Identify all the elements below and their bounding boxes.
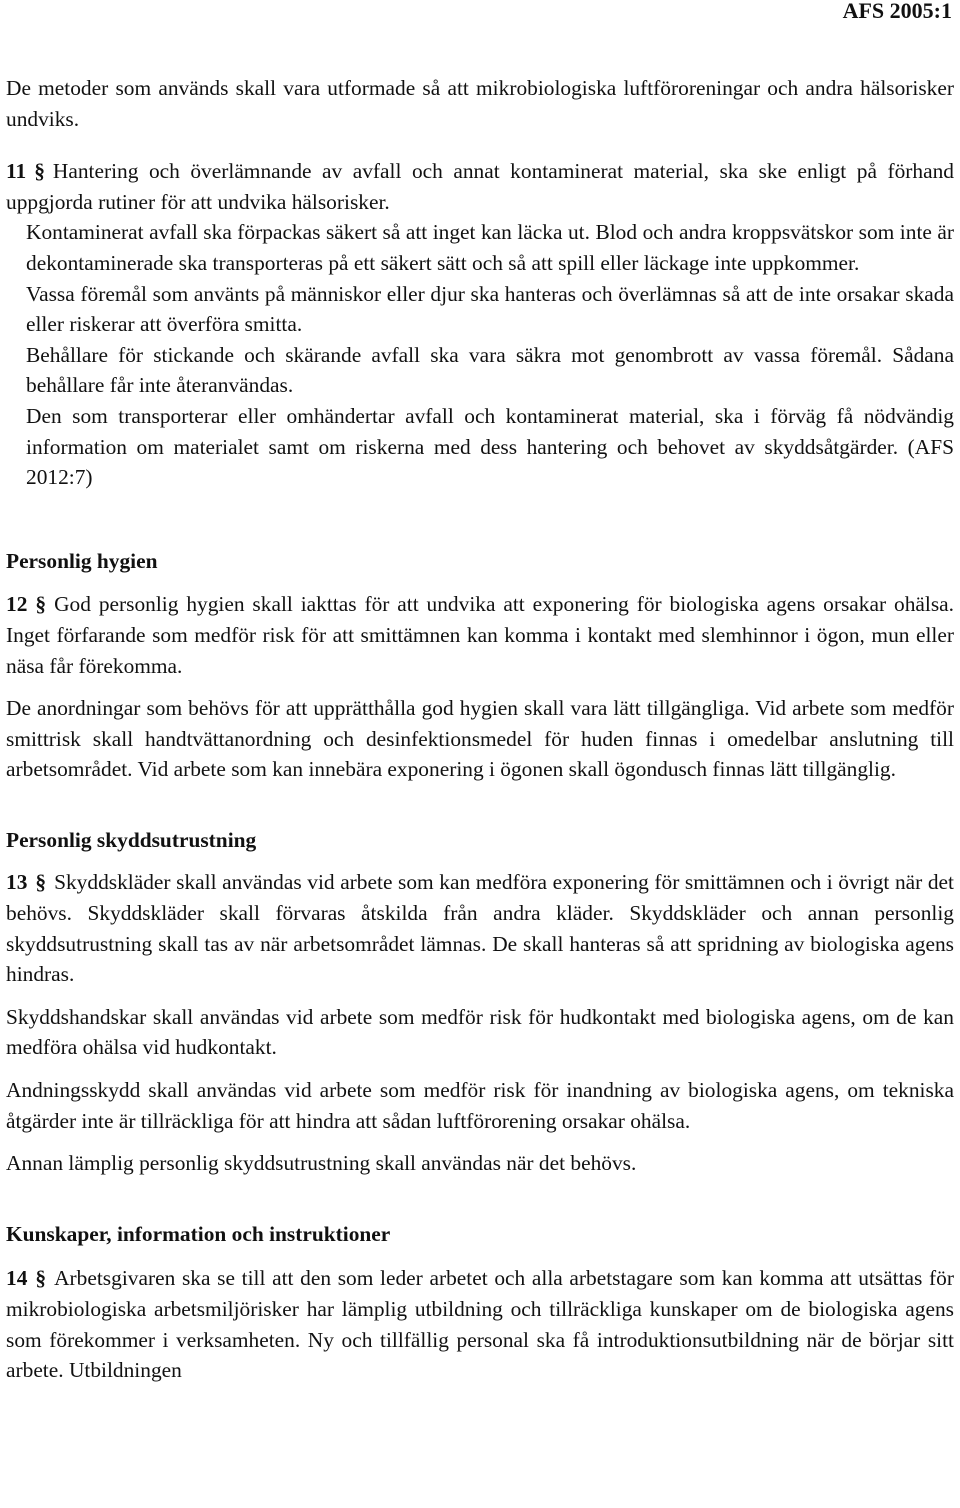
section-number: 11 [6, 159, 27, 184]
section-11-paragraph-3: Vassa föremål som använts på människor eller djur ska hanteras och överlämnas så att de inte orsakar skada eller riskerar att överföra smitta. [26, 281, 954, 337]
section-12-paragraph-2: De anordningar som behövs för att upprätthålla god hygien skall vara lätt tillgängliga. Vid arbete som medför smittrisk skall handtvättanordning och desinfektionsmedel för huden finnas i omedelbar anslutning till arbetsområdet. Vid arbete som kan innebära exponering i ögonen skall ögondusch finnas lätt tillgänglig. [6, 696, 954, 782]
page-content [6, 73, 954, 1386]
heading-personlig-skyddsutrustning: Personlig skyddsutrustning [6, 827, 257, 852]
section-13-paragraph-2: Skyddshandskar skall användas vid arbete som medför risk för hudkontakt med biologiska agens, om de kan medföra ohälsa vid hudkontakt. [6, 1004, 954, 1060]
section-14-text: Arbetsgivaren ska se till att den som leder arbetet och alla arbetstagare som kan komma att utsättas för mikrobiologiska arbetsmiljörisker har lämplig utbildning och tillräckliga kunskaper om de biologiska agens som förekommer i verksamheten. Ny och tillfällig personal ska få introduktionsutbildning när de börjar sitt arbete. Utbildningen [6, 1266, 954, 1383]
section-symbol: § [35, 870, 47, 895]
section-13-paragraph-3: Andningsskydd skall användas vid arbete som medför risk för inandning av biologiska agens, om tekniska åtgärder inte är tillräckliga för att hindra att sådan luftförorening orsakar ohälsa. [6, 1078, 954, 1133]
section-11-paragraph-5: Den som transporterar eller omhändertar avfall och kontaminerat material, ska i förväg få nödvändig information om materialet samt om riskerna med dess hantering och behovet av skyddsåtgärder. (AFS 2012:7) [26, 403, 954, 490]
heading-kunskaper: Kunskaper, information och instruktioner [6, 1221, 391, 1246]
section-symbol: § [35, 592, 47, 617]
section-11-text: Hantering och överlämnande av avfall och annat kontaminerat material, ska ske enligt på förhand uppgjorda rutiner för att undvika hälsorisker. [6, 159, 954, 214]
section-number: 14 [6, 1266, 28, 1291]
section-12-text: God personlig hygien skall iakttas för att undvika att exponering för biologiska agens orsakar ohälsa. Inget förfarande som medför risk för att smittämnen kan komma i kontakt med slemhinnor i ögon, mun eller näsa får förekomma. [6, 592, 954, 678]
heading-personlig-hygien: Personlig hygien [6, 548, 158, 573]
section-11-paragraph-2: Kontaminerat avfall ska förpackas säkert så att inget kan läcka ut. Blod och andra kroppsvätskor som inte är dekontaminerade ska transporteras på ett säkert sätt och så att spill eller läckage inte uppkommer. [26, 220, 954, 275]
section-13-text: Skyddskläder skall användas vid arbete som kan medföra exponering för smittämnen och i övrigt när det behövs. Skyddskläder skall förvaras åtskilda från andra kläder. Skyddskläder och annan personlig skyddsutrustning skall tas av när arbetsområdet lämnas. De skall hanteras så att spridning av biologiska agens hindras. [6, 870, 954, 987]
document-id-header: AFS 2005:1 [842, 0, 952, 23]
section-14-paragraph [6, 1263, 954, 1385]
section-number: 12 [6, 592, 28, 617]
section-symbol: § [34, 159, 45, 184]
section-number: 13 [6, 870, 28, 895]
section-13-paragraph-4: Annan lämplig personlig skyddsutrustning skall användas när det behövs. [6, 1151, 637, 1176]
section-12-paragraph [6, 589, 954, 681]
section-13-paragraph [6, 867, 954, 989]
section-11-paragraph-4: Behållare för stickande och skärande avfall ska vara säkra mot genombrott av vassa föremål. Sådana behållare får inte återanvändas. [26, 342, 954, 398]
section-symbol: § [35, 1266, 47, 1291]
intro-paragraph: De metoder som används skall vara utformade så att mikrobiologiska luftföroreningar och andra hälsorisker undviks. [6, 76, 954, 131]
section-11-paragraph [6, 156, 954, 217]
